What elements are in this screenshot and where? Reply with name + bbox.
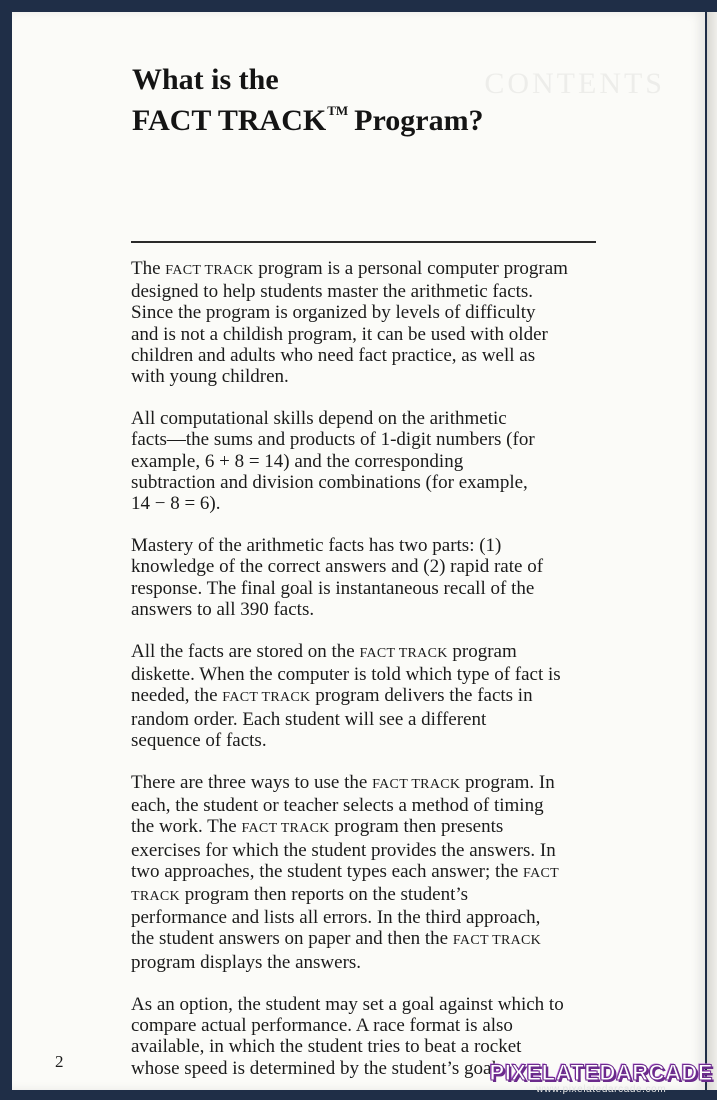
text-line: exercises for which the student provides the answers. In [131, 839, 556, 861]
page-number: 2 [55, 1052, 64, 1071]
text-line: 14 − 8 = 6). [131, 493, 221, 515]
text-line: each, the student or teacher selects a method of timing [131, 795, 544, 817]
text-line: children and adults who need fact practice, as well as [131, 344, 536, 366]
bleed-through-text: CONTENTS [484, 67, 665, 100]
text-line: diskette. When the computer is told which type of fact is [131, 664, 561, 686]
text-line: needed, the FACT TRACK program delivers the facts in [131, 685, 533, 707]
text-line: response. The final goal is instantaneous recall of the [131, 577, 535, 599]
text-line: TRACK program then reports on the student’s [131, 884, 469, 906]
text-line: There are three ways to use the FACT TRACK program. In [131, 772, 555, 794]
text-line: All computational skills depend on the arithmetic [131, 408, 507, 430]
page-title [132, 64, 484, 136]
title-program-word: Program? [354, 104, 484, 137]
watermark-logo: PIXELATEDARCADE [489, 1060, 713, 1085]
paragraph-three-ways [131, 772, 621, 973]
text-line: performance and lists all errors. In the third approach, [131, 907, 541, 929]
text-line: Mastery of the arithmetic facts has two parts: (1) [131, 535, 502, 557]
text-line: sequence of facts. [131, 729, 267, 751]
text-line: available, in which the student tries to beat a rocket [131, 1036, 522, 1058]
text-line: compare actual performance. A race format is also [131, 1015, 513, 1037]
text-line: example, 6 + 8 = 14) and the corresponding [131, 450, 464, 472]
text-line: and is not a childish program, it can be used with older [131, 323, 548, 345]
text-line: designed to help students master the arithmetic facts. [131, 281, 534, 303]
text-line: facts—the sums and products of 1-digit numbers (for [131, 429, 535, 451]
watermark-url: www.pixelatedarcade.com [536, 1084, 667, 1095]
text-line: with young children. [131, 366, 289, 388]
text-line: the work. The FACT TRACK program then presents [131, 816, 504, 838]
text-line: subtraction and division combinations (for example, [131, 471, 528, 493]
text-line: The FACT TRACK program is a personal computer program [131, 258, 568, 279]
text-line: As an option, the student may set a goal against which to [131, 993, 564, 1015]
title-divider [131, 241, 596, 243]
paragraph-diskette [131, 641, 621, 751]
watermark [490, 1062, 713, 1095]
text-line: the student answers on paper and then the FACT TRACK [131, 928, 542, 950]
text-line: program displays the answers. [131, 951, 362, 973]
text-line: two approaches, the student types each answer; the FACT [131, 860, 559, 882]
text-line: Since the program is organized by levels of difficulty [131, 302, 536, 324]
text-line: answers to all 390 facts. [131, 598, 315, 620]
text-line: All the facts are stored on the FACT TRACK program [131, 641, 517, 663]
body-text [131, 258, 621, 1100]
title-line-2 [132, 95, 484, 136]
text-line: knowledge of the correct answers and (2) rapid rate of [131, 556, 544, 578]
paragraph-computational-skills [131, 408, 621, 514]
text-line: whose speed is determined by the student’s goal. [131, 1057, 502, 1079]
paragraph-mastery [131, 535, 621, 620]
title-product-name: FACT TRACK [132, 104, 327, 137]
title-line-1: What is the [132, 63, 279, 96]
trademark-symbol: TM [327, 103, 349, 118]
adjacent-page-edge [707, 12, 717, 1090]
text-line: random order. Each student will see a different [131, 708, 487, 730]
paragraph-intro [131, 258, 621, 387]
manual-page [12, 12, 705, 1090]
